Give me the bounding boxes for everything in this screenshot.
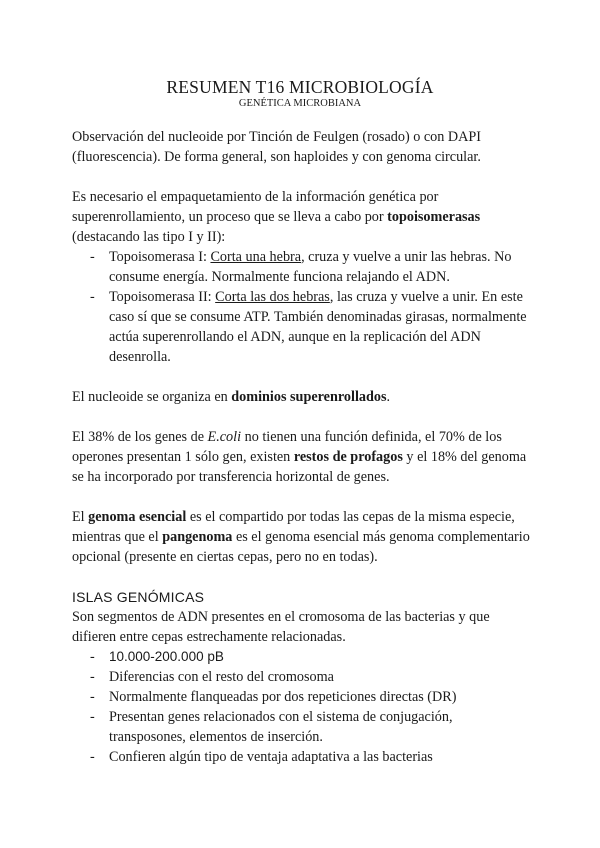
list-item-label: Topoisomerasa I:	[109, 249, 211, 265]
list-item-text: 10.000-200.000 pB	[109, 649, 224, 664]
paragraph-islas-intro: Son segmentos de ADN presentes en el cromosoma de las bacterias y que difieren entre cepas estrechamente relacionadas.	[72, 609, 490, 645]
text-run: es el compartido por todas las cepas de la misma especie, mientras que el	[72, 509, 515, 545]
list-dash: -	[90, 669, 95, 685]
list-item	[72, 647, 532, 667]
list-item	[72, 687, 532, 707]
underlined-term: Corta las dos hebras	[215, 289, 330, 305]
list-item-text: Diferencias con el resto del cromosoma	[109, 669, 334, 685]
bold-term-pangenoma: pangenoma	[162, 529, 233, 545]
list-item-text: Confieren algún tipo de ventaja adaptativa a las bacterias	[109, 749, 433, 765]
text-run: es el genoma esencial más genoma complementario opcional (presente en ciertas cepas, pero no en todas).	[72, 529, 530, 565]
text-run: y el 18% del genoma se ha incorporado por transferencia horizontal de genes.	[72, 449, 527, 485]
list-item-text: , cruza y vuelve a unir las hebras. No consume energía. Normalmente funciona relajando el ADN.	[109, 249, 512, 285]
list-item	[72, 747, 532, 767]
text-run: no tienen una función definida, el 70% de los operones presentan 1 sólo gen, existen	[72, 429, 502, 465]
list-dash: -	[90, 249, 95, 265]
text-run: El	[72, 509, 89, 525]
text-run: (destacando las tipo I y II):	[72, 229, 226, 245]
list-item	[72, 667, 532, 687]
paragraph-nucleoid-observation: Observación del nucleoide por Tinción de Feulgen (rosado) o con DAPI (fluorescencia). De forma general, son haploides y con genoma circular.	[72, 129, 481, 165]
section-heading-islas: ISLAS GENÓMICAS	[72, 589, 205, 605]
text-run: .	[386, 389, 391, 405]
list-item-topo-1	[72, 247, 532, 287]
paragraph-ecoli-genes	[72, 427, 532, 487]
list-dash: -	[90, 649, 95, 665]
document-subtitle: GENÉTICA MICROBIANA	[238, 98, 362, 109]
bold-term-genoma-esencial: genoma esencial	[88, 509, 187, 525]
list-dash: -	[90, 749, 95, 765]
italic-species-name: E.coli	[207, 429, 242, 445]
text-run: Es necesario el empaquetamiento de la información genética por superenrollamiento, un proceso que se lleva a cabo por	[72, 189, 439, 225]
paragraph-supercoiling	[72, 187, 532, 247]
list-item-text: Normalmente flanqueadas por dos repeticiones directas (DR)	[109, 689, 457, 705]
text-run: El nucleoide se organiza en	[72, 389, 232, 405]
islas-list	[72, 647, 532, 767]
list-dash: -	[90, 709, 95, 725]
text-run: El 38% de los genes de	[72, 429, 208, 445]
bold-term-dominios: dominios superenrollados	[231, 389, 387, 405]
list-item-text: Presentan genes relacionados con el sistema de conjugación, transposones, elementos de inserción.	[109, 709, 453, 745]
list-item-text: , las cruza y vuelve a unir. En este caso sí que se consume ATP. También denominadas girasas, normalmente actúa superenrollando el ADN, aunque en la replicación del ADN desenrolla.	[109, 289, 527, 365]
paragraph-domains	[72, 387, 532, 407]
topoisomerase-list	[72, 247, 532, 367]
bold-term-profagos: restos de profagos	[293, 449, 403, 465]
list-dash: -	[90, 289, 95, 305]
list-item-topo-2	[72, 287, 532, 367]
list-dash: -	[90, 689, 95, 705]
list-item	[72, 707, 532, 747]
paragraph-pangenome	[72, 507, 532, 567]
underlined-term: Corta una hebra	[210, 249, 302, 265]
document-title: RESUMEN T16 MICROBIOLOGÍA	[166, 77, 434, 97]
list-item-label: Topoisomerasa II:	[109, 289, 216, 305]
bold-term-topoisomerasas: topoisomerasas	[387, 209, 481, 225]
document-body	[72, 127, 532, 767]
